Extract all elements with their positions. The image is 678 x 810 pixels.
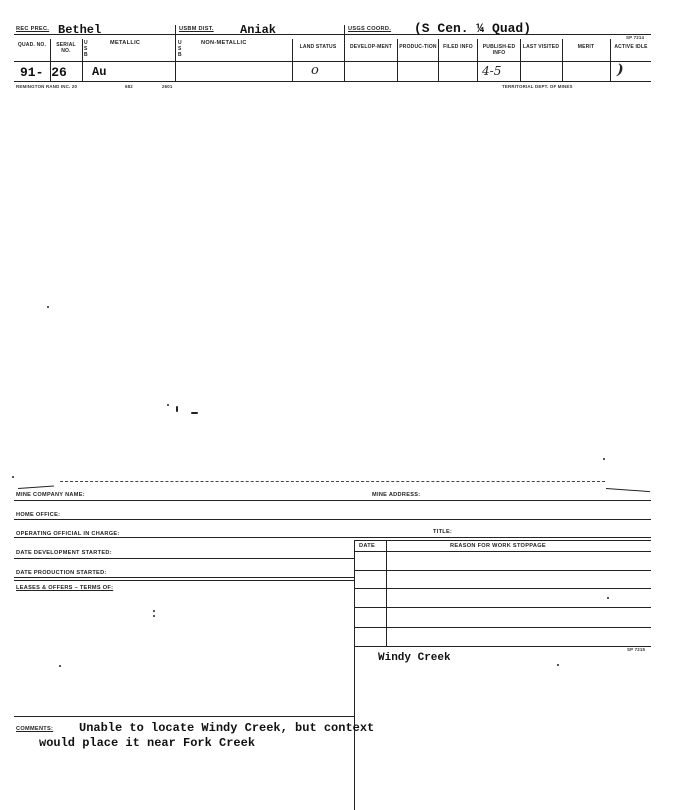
col-metallic: METALLIC xyxy=(110,40,141,46)
row-line xyxy=(14,577,354,578)
column-header-line xyxy=(14,61,651,62)
table-line xyxy=(354,627,651,628)
divider xyxy=(344,25,345,81)
table-line xyxy=(354,588,651,589)
usgs-coord-label: USGS COORD. xyxy=(348,26,392,32)
divider xyxy=(438,39,439,81)
col-last-visited: LAST VISITED xyxy=(522,44,560,50)
scan-speck xyxy=(167,404,169,406)
column-divider xyxy=(354,540,355,810)
printer-credit: REMINGTON RAND INC. 20 xyxy=(16,84,78,89)
scan-speck xyxy=(59,665,61,667)
scan-speck xyxy=(176,406,178,412)
scan-speck xyxy=(607,597,609,599)
divider xyxy=(397,39,398,81)
comments-line-1: Unable to locate Windy Creek, but context xyxy=(79,721,375,735)
col-usb-nonmetallic: U S B xyxy=(178,40,182,58)
scan-speck xyxy=(557,664,559,666)
card-corner-right xyxy=(606,488,650,492)
card-corner-left xyxy=(18,485,54,489)
title-label: TITLE: xyxy=(433,529,453,535)
department-name: TERRITORIAL DEPT. OF MINES xyxy=(502,84,573,89)
col-filed-info: FILED INFO xyxy=(443,44,473,50)
date-production-started-label: DATE PRODUCTION STARTED: xyxy=(16,570,107,576)
printer-code-2: 2601 xyxy=(162,84,173,89)
divider xyxy=(610,39,611,81)
date-development-started-label: DATE DEVELOPMENT STARTED: xyxy=(16,550,112,556)
col-land-status: LAND STATUS xyxy=(299,44,337,50)
divider xyxy=(175,25,176,81)
row-line xyxy=(14,500,651,501)
scan-speck xyxy=(191,412,198,414)
scan-speck xyxy=(603,458,605,460)
row-line xyxy=(354,540,651,541)
row-line xyxy=(14,580,354,581)
usgs-coord-value: (S Cen. ¼ Quad) xyxy=(414,21,532,36)
published-info-value: 4-5 xyxy=(482,64,502,78)
table-line xyxy=(354,551,651,552)
quad-serial-value: 91- 26 xyxy=(20,65,67,80)
form-number-2: SP 7215 xyxy=(627,647,646,652)
rec-prec-value: Bethel xyxy=(58,23,102,37)
mine-address-label: MINE ADDRESS: xyxy=(372,492,421,498)
scan-speck xyxy=(153,615,155,617)
location-note: Windy Creek xyxy=(378,652,451,664)
col-non-metallic: NON-METALLIC xyxy=(201,40,247,46)
card-top-edge xyxy=(60,481,605,482)
land-status-value: o xyxy=(311,63,319,78)
form-number: SP 7214 xyxy=(626,35,645,40)
table-line xyxy=(354,570,651,571)
col-quad-no: QUAD. NO. xyxy=(17,42,47,48)
date-header: DATE xyxy=(359,543,376,549)
row-line xyxy=(14,537,651,538)
row-line xyxy=(14,519,651,520)
scan-speck xyxy=(153,610,155,612)
usbm-dist-label: USBM DIST. xyxy=(179,26,214,32)
rec-prec-label: REC PREC. xyxy=(16,26,50,32)
active-idle-value: ) xyxy=(617,62,624,78)
divider xyxy=(520,39,521,81)
row-bottom-line xyxy=(14,81,651,82)
row-line xyxy=(14,558,354,559)
divider xyxy=(82,39,83,81)
mine-company-name-label: MINE COMPANY NAME: xyxy=(16,492,85,498)
divider xyxy=(562,39,563,81)
date-column-divider xyxy=(386,540,387,646)
scan-speck xyxy=(47,306,49,308)
col-development: DEVELOP-MENT xyxy=(349,44,393,50)
col-serial-no: SERIAL NO. xyxy=(56,42,76,54)
col-usb-metallic: U S B xyxy=(84,40,88,58)
usbm-dist-value: Aniak xyxy=(240,23,277,37)
comments-label: COMMENTS: xyxy=(16,726,54,732)
table-line xyxy=(354,646,651,647)
comments-line xyxy=(14,716,354,717)
divider xyxy=(477,39,478,81)
scan-speck xyxy=(12,476,14,478)
printer-code-1: 682 xyxy=(125,84,133,89)
leases-offers-label: LEASES & OFFERS – TERMS OF: xyxy=(16,585,114,591)
operating-official-label: OPERATING OFFICIAL IN CHARGE: xyxy=(16,531,120,537)
metallic-value: Au xyxy=(92,65,107,79)
reason-header: REASON FOR WORK STOPPAGE xyxy=(450,543,546,549)
col-published-info: PUBLISH-ED INFO xyxy=(482,44,516,56)
header-line xyxy=(14,34,651,35)
col-active-idle: ACTIVE IDLE xyxy=(614,44,648,50)
col-merit: MERIT xyxy=(577,44,595,50)
divider xyxy=(292,39,293,81)
home-office-label: HOME OFFICE: xyxy=(16,512,61,518)
col-production: PRODUC-TION xyxy=(399,44,437,50)
comments-line-2: would place it near Fork Creek xyxy=(39,736,256,750)
table-line xyxy=(354,607,651,608)
